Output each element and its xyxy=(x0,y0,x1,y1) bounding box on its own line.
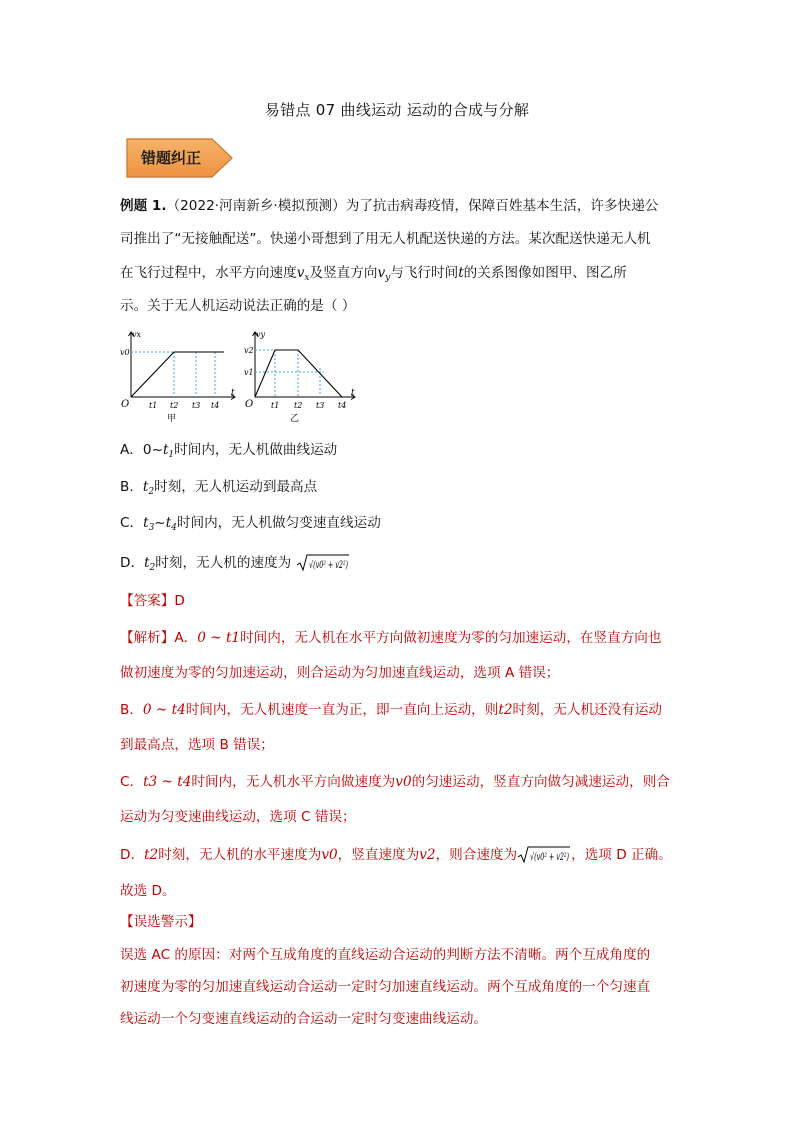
graph-jia-y-label: vx xyxy=(132,330,142,339)
graph-yi-tick-t3: t3 xyxy=(316,401,325,410)
graph-yi-tick-t4: t4 xyxy=(338,401,347,410)
graph-yi-tick-t1: t1 xyxy=(271,401,280,410)
page-title: 易错点 07 曲线运动 运动的合成与分解 xyxy=(264,101,530,119)
graph-yi-origin: O xyxy=(245,399,254,410)
question-line-3: 在飞行过程中，水平方向速度$v_x$及竖直方向$v_y$与飞行时间t的关系图像如图甲、图乙所 xyxy=(120,265,627,283)
graph-yi-v2-label: v2 xyxy=(244,346,254,355)
warning-line-1: 误选 AC 的原因：对两个互成角度的直线运动合运动的判断方法不清晰。两个互成角度的 xyxy=(120,947,651,963)
analysis-b-line-1: B．0 ~ t4时间内，无人机速度一直为正，即一直向上运动，则t2时刻，无人机还没有运动 xyxy=(120,702,663,718)
graph-jia-caption: 甲 xyxy=(167,414,177,423)
analysis-c-line-1: C．t3 ~ t4时间内，无人机水平方向做速度为v0的匀速运动，竖直方向做匀减速运动，则合 xyxy=(120,774,670,790)
answer-label: 【答案】 xyxy=(120,593,175,609)
analysis-b-line-2: 到最高点，选项 B 错误； xyxy=(120,737,274,753)
analysis-a-line-2: 做初速度为零的匀加速运动，则合运动为匀加速直线运动，选项 A 错误； xyxy=(120,665,560,681)
question-line-1: 例题 1.（2022·河南新乡·模拟预测）为了抗击病毒疫情，保障百姓基本生活，许多快递公 xyxy=(120,198,659,214)
option-c: C．$t_3\sim t_4$时间内，无人机做匀变速直线运动 xyxy=(120,515,381,533)
graph-jia-origin: O xyxy=(121,399,130,410)
graph-jia-tick-t4: t4 xyxy=(211,401,220,410)
option-d-sqrt-formula xyxy=(296,553,350,573)
answer-line xyxy=(120,591,680,611)
graph-yi-v1-label: v1 xyxy=(244,368,254,377)
graph-yi xyxy=(242,328,362,423)
example-lead: 例题 1. xyxy=(120,198,167,214)
graph-jia-v0-label: v0 xyxy=(120,348,130,357)
option-d: D．$t_2$时刻，无人机的速度为 √(v0² + v2²) xyxy=(120,555,348,573)
analysis-conclusion: 故选 D。 xyxy=(120,883,176,899)
graph-yi-caption: 乙 xyxy=(290,414,300,423)
question-line-2: 司推出了“无接触配送”。快递小哥想到了用无人机配送快递的方法。某次配送快递无人机 xyxy=(120,231,651,247)
graph-jia xyxy=(118,328,238,423)
graph-jia-curve xyxy=(131,352,224,397)
option-a: A．$0\sim t_1$时间内，无人机做曲线运动 xyxy=(120,442,338,460)
option-b: B．$t_2$时刻，无人机运动到最高点 xyxy=(120,479,318,497)
graph-jia-tick-t2: t2 xyxy=(170,401,179,410)
banner-label: 错题纠正 xyxy=(140,149,201,167)
warning-line-2: 初速度为零的匀加速直线运动合运动一定时匀加速直线运动。两个互成角度的一个匀速直 xyxy=(120,979,651,995)
graph-yi-curve xyxy=(255,350,342,397)
answer-value: D xyxy=(174,593,185,609)
graph-yi-t-label: t xyxy=(351,388,355,398)
analysis-c-line-2: 运动为匀变速曲线运动，选项 C 错误； xyxy=(120,809,356,825)
graph-jia-tick-t1: t1 xyxy=(149,401,158,410)
analysis-a-line-1: 【解析】A．0 ~ t1时间内，无人机在水平方向做初速度为零的匀加速运动，在竖直方向也 xyxy=(120,630,662,646)
graph-jia-tick-t3: t3 xyxy=(192,401,201,410)
svg-text:√(v0² + v2²): √(v0² + v2²) xyxy=(308,560,348,571)
graph-jia-t-label: t xyxy=(231,388,235,398)
analysis-label: 【解析】 xyxy=(120,630,175,646)
analysis-d-line-1: D．t2时刻，无人机的水平速度为v0，竖直速度为v2，则合速度为 √(v0² + v2²) ，选项 D 正确。 xyxy=(120,847,672,863)
question-line-4: 示。关于无人机运动说法正确的是（ ） xyxy=(120,298,356,314)
analysis-d-sqrt-formula xyxy=(517,845,571,865)
graph-yi-tick-t2: t2 xyxy=(294,401,303,410)
graph-yi-y-label: vy xyxy=(256,330,266,339)
svg-text:√(v0² + v2²): √(v0² + v2²) xyxy=(530,852,570,863)
warning-label: 【误选警示】 xyxy=(120,914,202,930)
warning-line-3: 线运动一个匀变速直线运动的合运动一定时匀变速曲线运动。 xyxy=(120,1011,488,1027)
